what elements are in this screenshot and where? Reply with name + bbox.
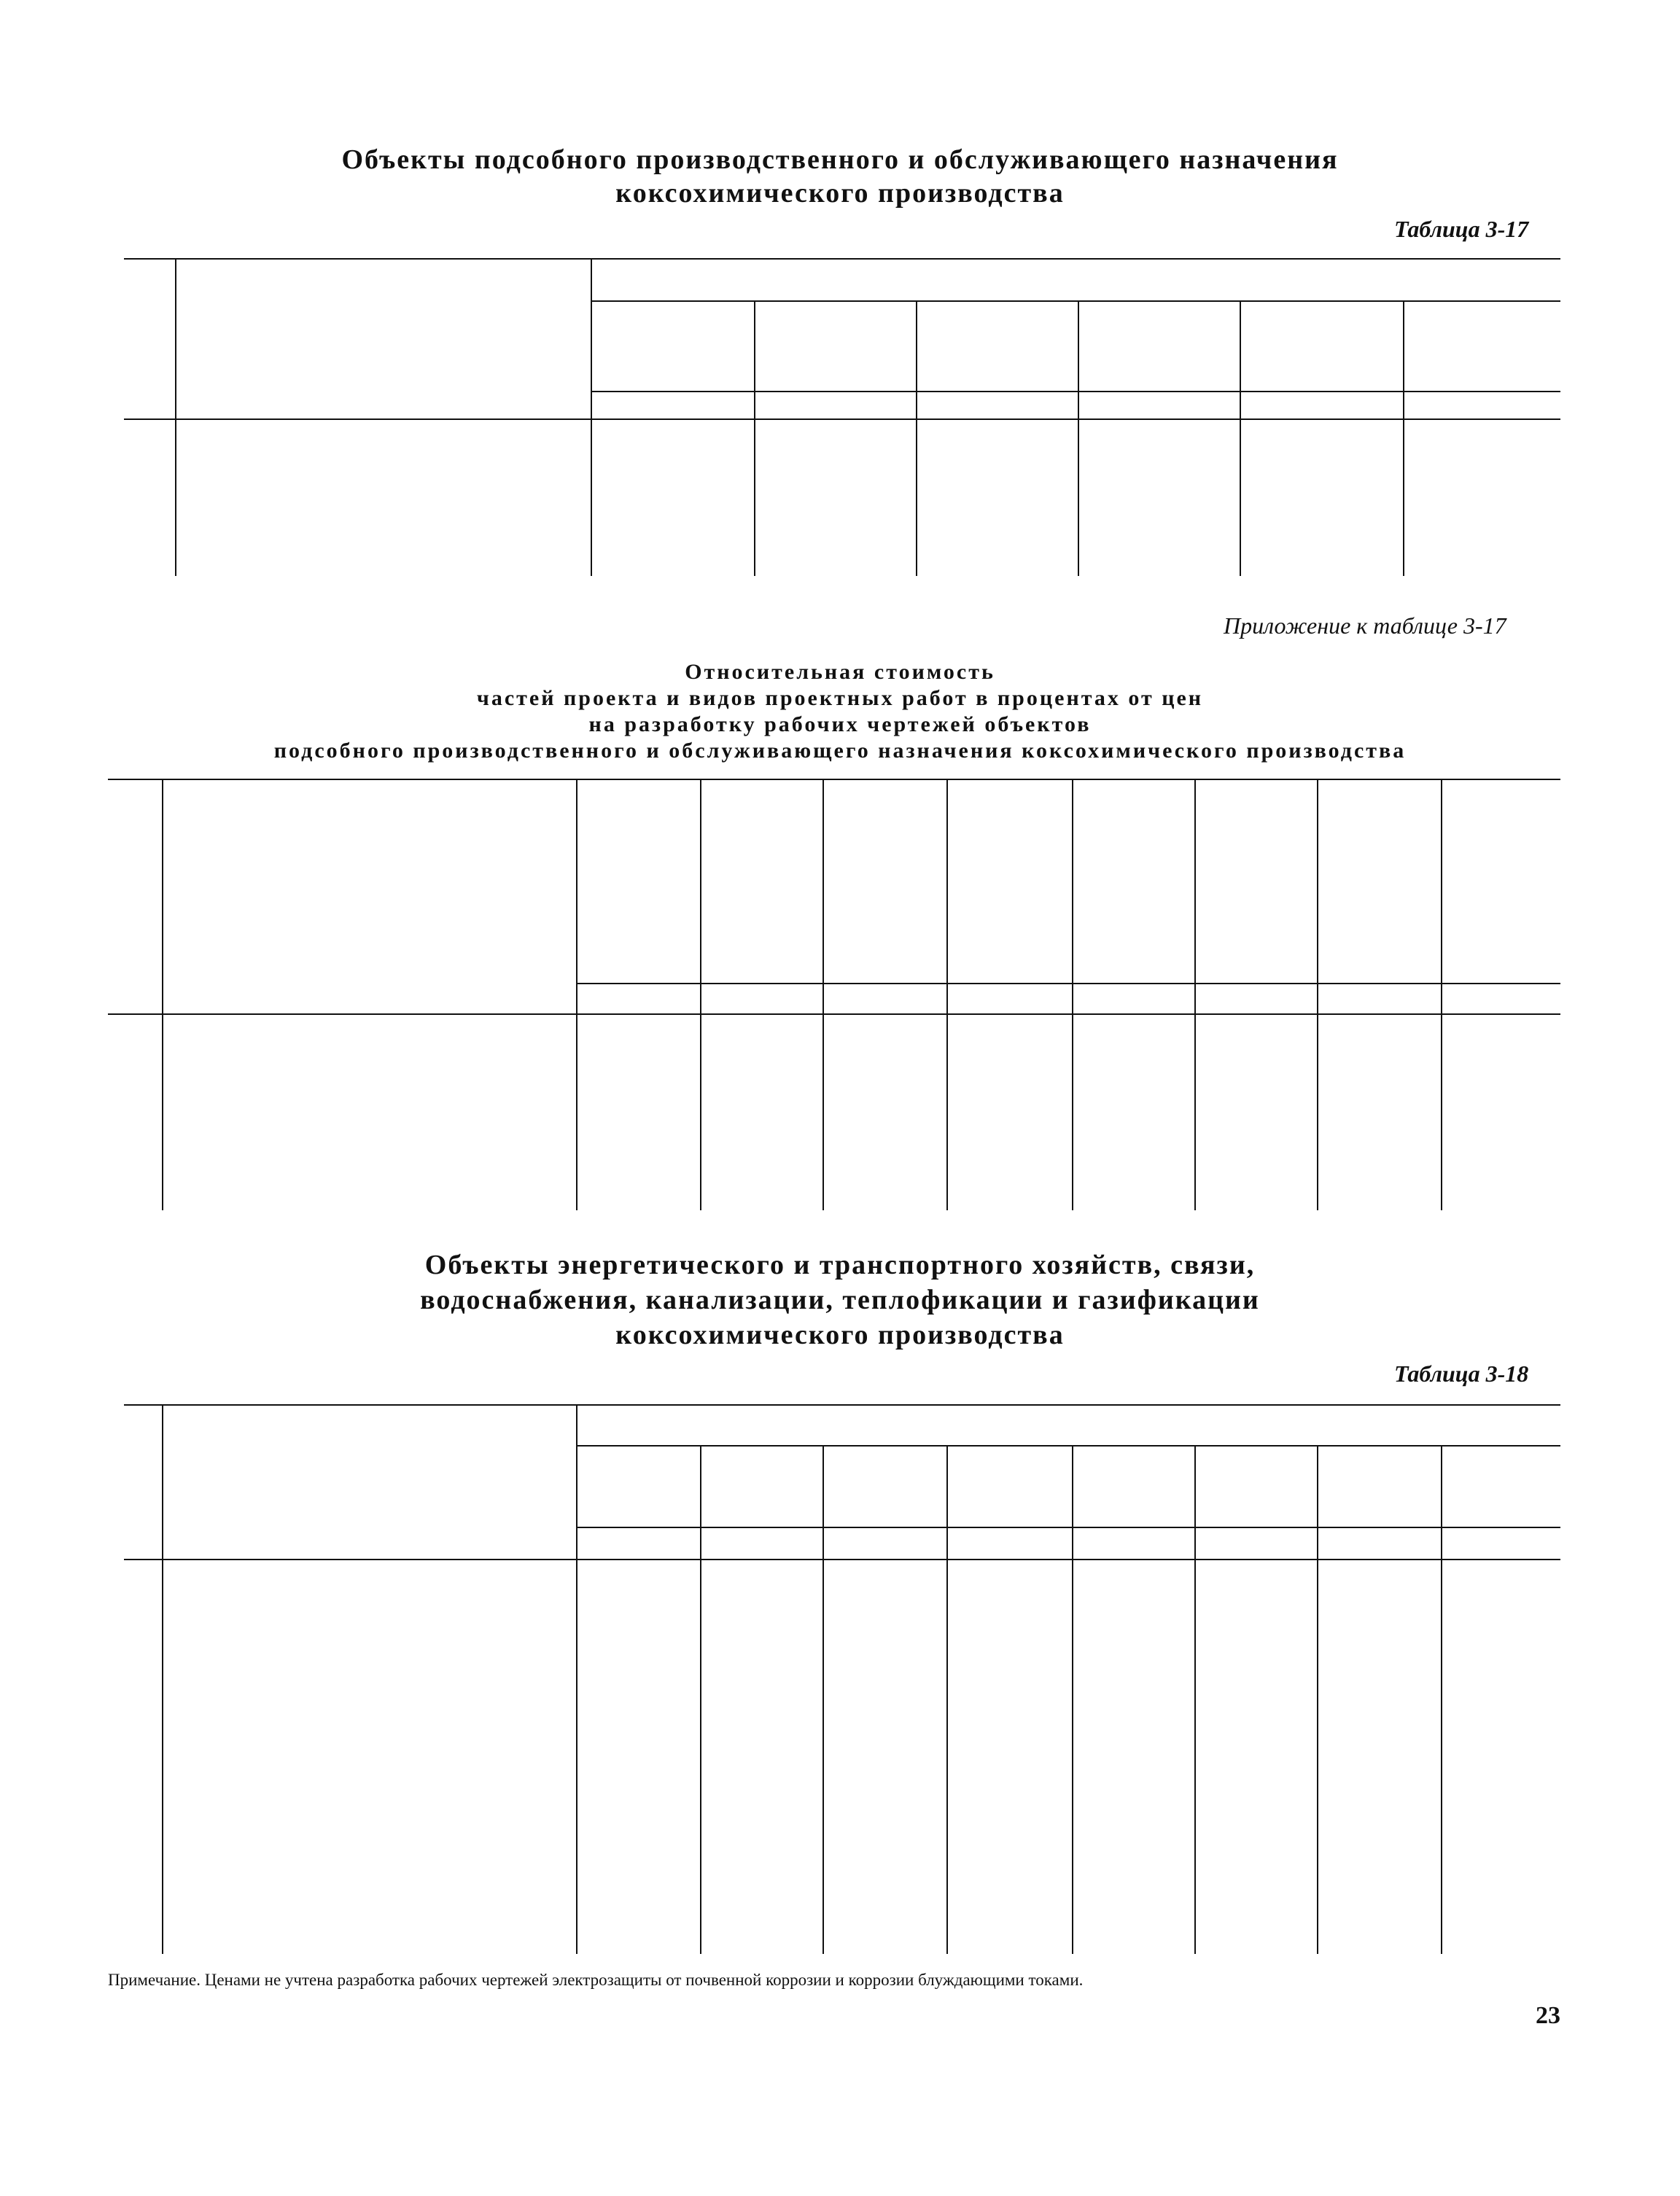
column-divider bbox=[1078, 300, 1079, 576]
table2-col-header-1 bbox=[715, 787, 808, 976]
table2-top-rule bbox=[108, 779, 1560, 780]
column-divider bbox=[576, 1404, 578, 1954]
column-divider bbox=[1194, 1445, 1196, 1954]
appendix-title-line3: на разработку рабочих чертежей объектов bbox=[588, 712, 1092, 736]
page-number: 23 bbox=[1536, 2002, 1560, 2029]
column-divider bbox=[946, 779, 948, 1210]
table2-header-bottom-rule bbox=[108, 1013, 1560, 1015]
table3-price-rule bbox=[576, 1445, 1560, 1447]
table2-col-header-2 bbox=[837, 787, 932, 976]
appendix-label: Приложение к таблице 3-17 bbox=[1224, 612, 1506, 639]
column-divider bbox=[1441, 779, 1442, 1210]
column-divider bbox=[822, 1445, 824, 1954]
table1-price-rule bbox=[591, 300, 1560, 302]
table3-section-divider bbox=[162, 1404, 163, 1954]
appendix-title-line4: подсобного производственного и обслуживающего назначения коксохимического производства bbox=[273, 739, 1407, 763]
table1-letter-rule bbox=[591, 391, 1560, 392]
column-divider bbox=[1072, 1445, 1073, 1954]
column-divider bbox=[1072, 779, 1073, 1210]
column-divider bbox=[1317, 1445, 1318, 1954]
table3-label: Таблица 3-18 bbox=[1394, 1360, 1529, 1387]
column-divider bbox=[1441, 1445, 1442, 1954]
column-divider bbox=[754, 300, 755, 576]
column-divider bbox=[1403, 300, 1404, 576]
section2-title-line2: водоснабжения, канализации, теплофикации и газификации bbox=[420, 1285, 1260, 1315]
table1-label: Таблица 3-17 bbox=[1394, 216, 1529, 242]
table2-col-header-3 bbox=[961, 787, 1057, 976]
section1-title-line2: коксохимического производства bbox=[615, 178, 1065, 209]
table2-section-divider bbox=[162, 779, 163, 1210]
column-divider bbox=[700, 779, 701, 1210]
table3-top-rule bbox=[124, 1404, 1560, 1406]
table3-header-bottom-rule bbox=[124, 1559, 1560, 1560]
table2-col-header-6 bbox=[1331, 787, 1426, 976]
footnote: Примечание. Ценами не учтена разработка рабочих чертежей электрозащиты от почвенной коррозии и коррозии блуждающими токами. bbox=[108, 1971, 1084, 1989]
column-divider bbox=[1194, 779, 1196, 1210]
table1-section-divider bbox=[175, 258, 176, 576]
column-divider bbox=[576, 779, 578, 1210]
table3-letter-rule bbox=[576, 1527, 1560, 1528]
column-divider bbox=[822, 779, 824, 1210]
section1-title-line1: Объекты подсобного производственного и обслуживающего назначения bbox=[341, 144, 1339, 175]
table2-letter-rule bbox=[576, 983, 1560, 984]
appendix-title-line2: частей проекта и видов проектных работ в процентах от цен bbox=[476, 686, 1204, 710]
section2-title-line1: Объекты энергетического и транспортного хозяйств, связи, bbox=[424, 1250, 1256, 1280]
table2-col-header-5 bbox=[1209, 787, 1302, 976]
column-divider bbox=[1240, 300, 1241, 576]
table1-top-rule bbox=[124, 258, 1560, 260]
column-divider bbox=[1317, 779, 1318, 1210]
table2-col-header-7 bbox=[1455, 787, 1546, 976]
column-divider bbox=[946, 1445, 948, 1954]
column-divider bbox=[700, 1445, 701, 1954]
column-divider bbox=[916, 300, 917, 576]
appendix-title-line1: Относительная стоимость bbox=[685, 660, 995, 684]
column-divider bbox=[591, 258, 592, 576]
table2-col-header-0 bbox=[591, 787, 685, 976]
table2-col-header-4 bbox=[1086, 787, 1180, 976]
section2-title-line3: коксохимического производства bbox=[615, 1320, 1065, 1350]
table1-header-bottom-rule bbox=[124, 418, 1560, 420]
